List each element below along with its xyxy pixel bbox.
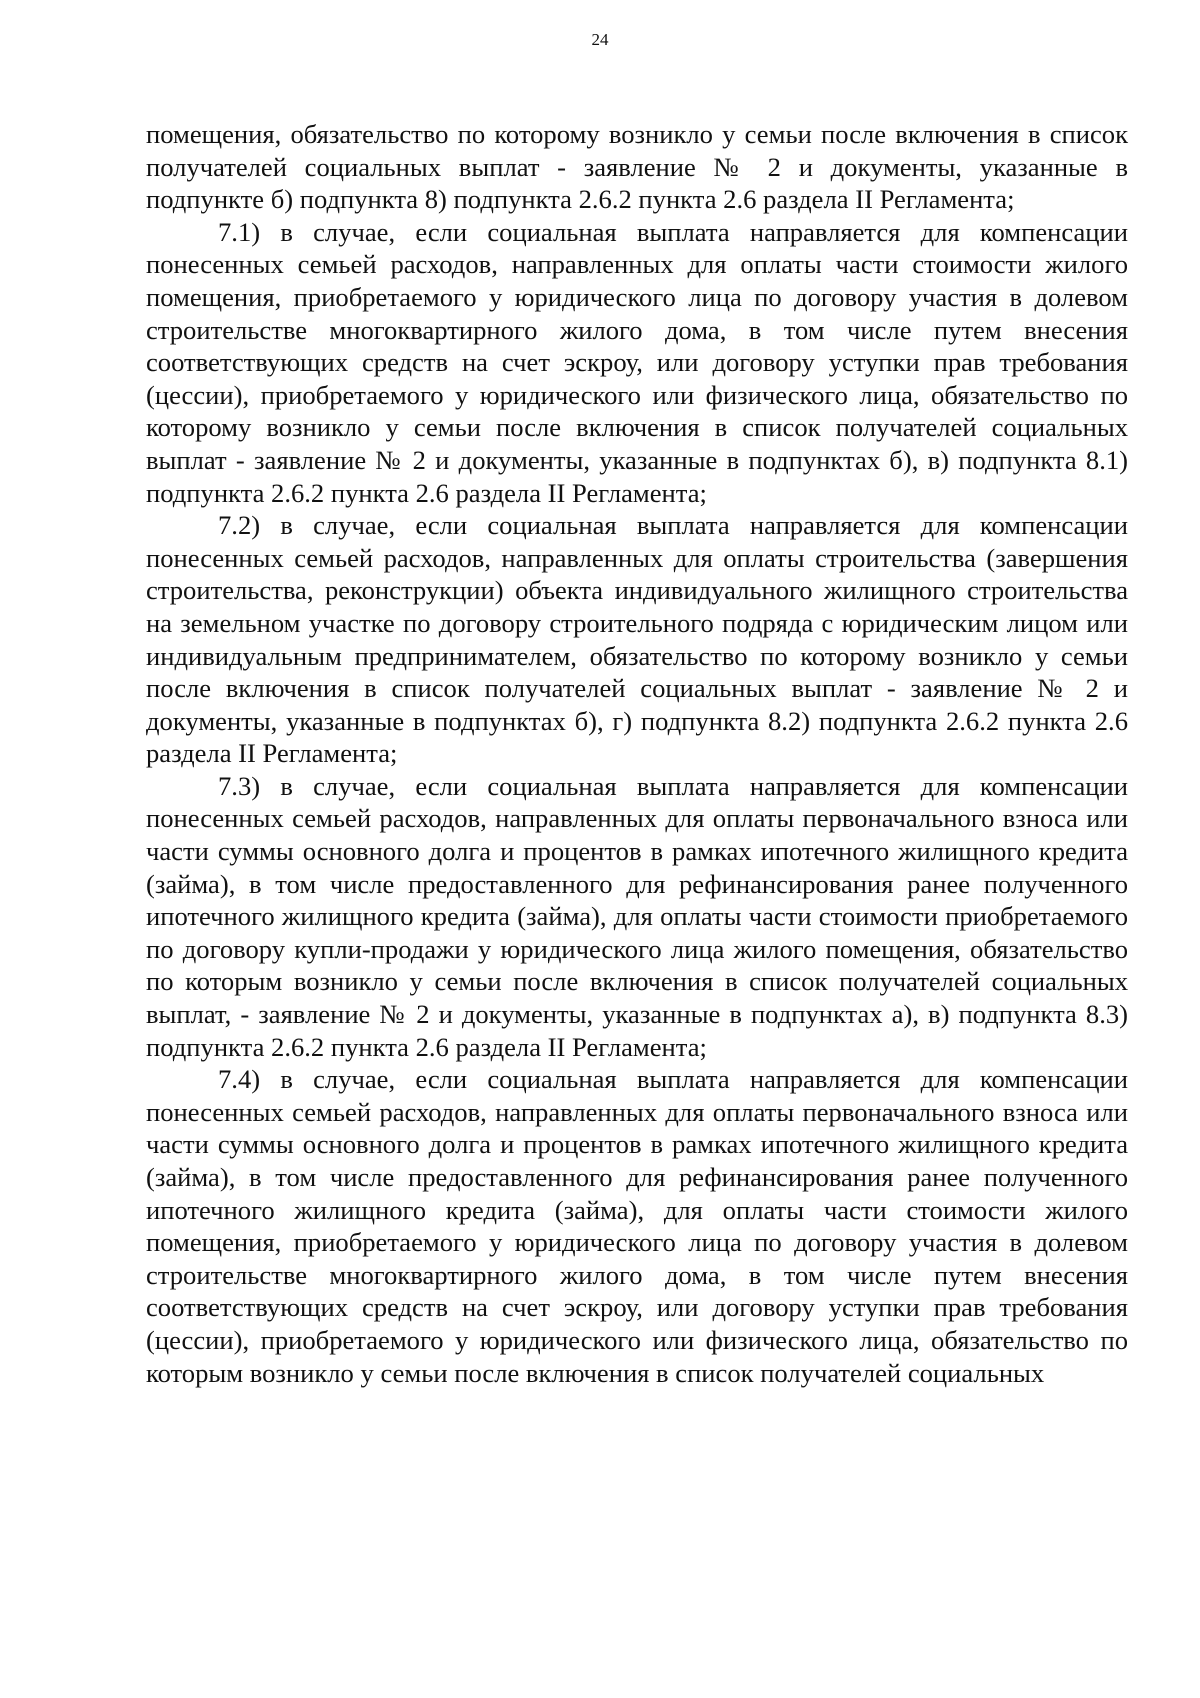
paragraph-7-3: 7.3) в случае, если социальная выплата направляется для компенсации понесенных семьей расходов, направленных для оплаты первоначального взноса или части суммы основного долга и процентов в рамках ипотечного жилищного кредита (займа), в том числе предоставленного для рефинансирования ранее полученного ипотечного жилищного кредита (займа), для оплаты части стоимости приобретаемого по договору купли-продажи у юридического лица жилого помещения, обязательство по которым возникло у семьи после включения в список получателей социальных выплат, - заявление № 2 и документы, указанные в подпунктах а), в) подпункта 8.3) подпункта 2.6.2 пункта 2.6 раздела II Регламента;: [146, 770, 1128, 1062]
paragraph-7-1: 7.1) в случае, если социальная выплата направляется для компенсации понесенных семьей расходов, направленных для оплаты части стоимости жилого помещения, приобретаемого у юридического лица по договору участия в долевом строительстве многоквартирного жилого дома, в том числе путем внесения соответствующих средств на счет эскроу, или договору уступки прав требования (цессии), приобретаемого у юридического или физического лица, обязательство по которому возникло у семьи после включения в список получателей социальных выплат - заявление № 2 и документы, указанные в подпунктах б), в) подпункта 8.1) подпункта 2.6.2 пункта 2.6 раздела II Регламента;: [146, 216, 1128, 508]
paragraph-7-4: 7.4) в случае, если социальная выплата направляется для компенсации понесенных семьей расходов, направленных для оплаты первоначального взноса или части суммы основного долга и процентов в рамках ипотечного жилищного кредита (займа), в том числе предоставленного для рефинансирования ранее полученного ипотечного жилищного кредита (займа), для оплаты части стоимости жилого помещения, приобретаемого у юридического лица по договору участия в долевом строительстве многоквартирного жилого дома, в том числе путем внесения соответствующих средств на счет эскроу, или договору уступки прав требования (цессии), приобретаемого у юридического или физического лица, обязательство по которым возникло у семьи после включения в список получателей социальных: [146, 1064, 1128, 1388]
page-number: 24: [591, 30, 609, 49]
paragraph-7-2: 7.2) в случае, если социальная выплата направляется для компенсации понесенных семьей расходов, направленных для оплаты строительства (завершения строительства, реконструкции) объекта индивидуального жилищного строительства на земельном участке по договору строительного подряда с юридическим лицом или индивидуальным предпринимателем, обязательство по которому возникло у семьи после включения в список получателей социальных выплат - заявление № 2 и документы, указанные в подпунктах б), г) подпункта 8.2) подпункта 2.6.2 пункта 2.6 раздела II Регламента;: [146, 510, 1128, 769]
document-body: [146, 118, 1128, 1389]
paragraph-continuation: помещения, обязательство по которому возникло у семьи после включения в список получателей социальных выплат - заявление № 2 и документы, указанные в подпункте б) подпункта 8) подпункта 2.6.2 пункта 2.6 раздела II Регламента;: [146, 119, 1128, 215]
